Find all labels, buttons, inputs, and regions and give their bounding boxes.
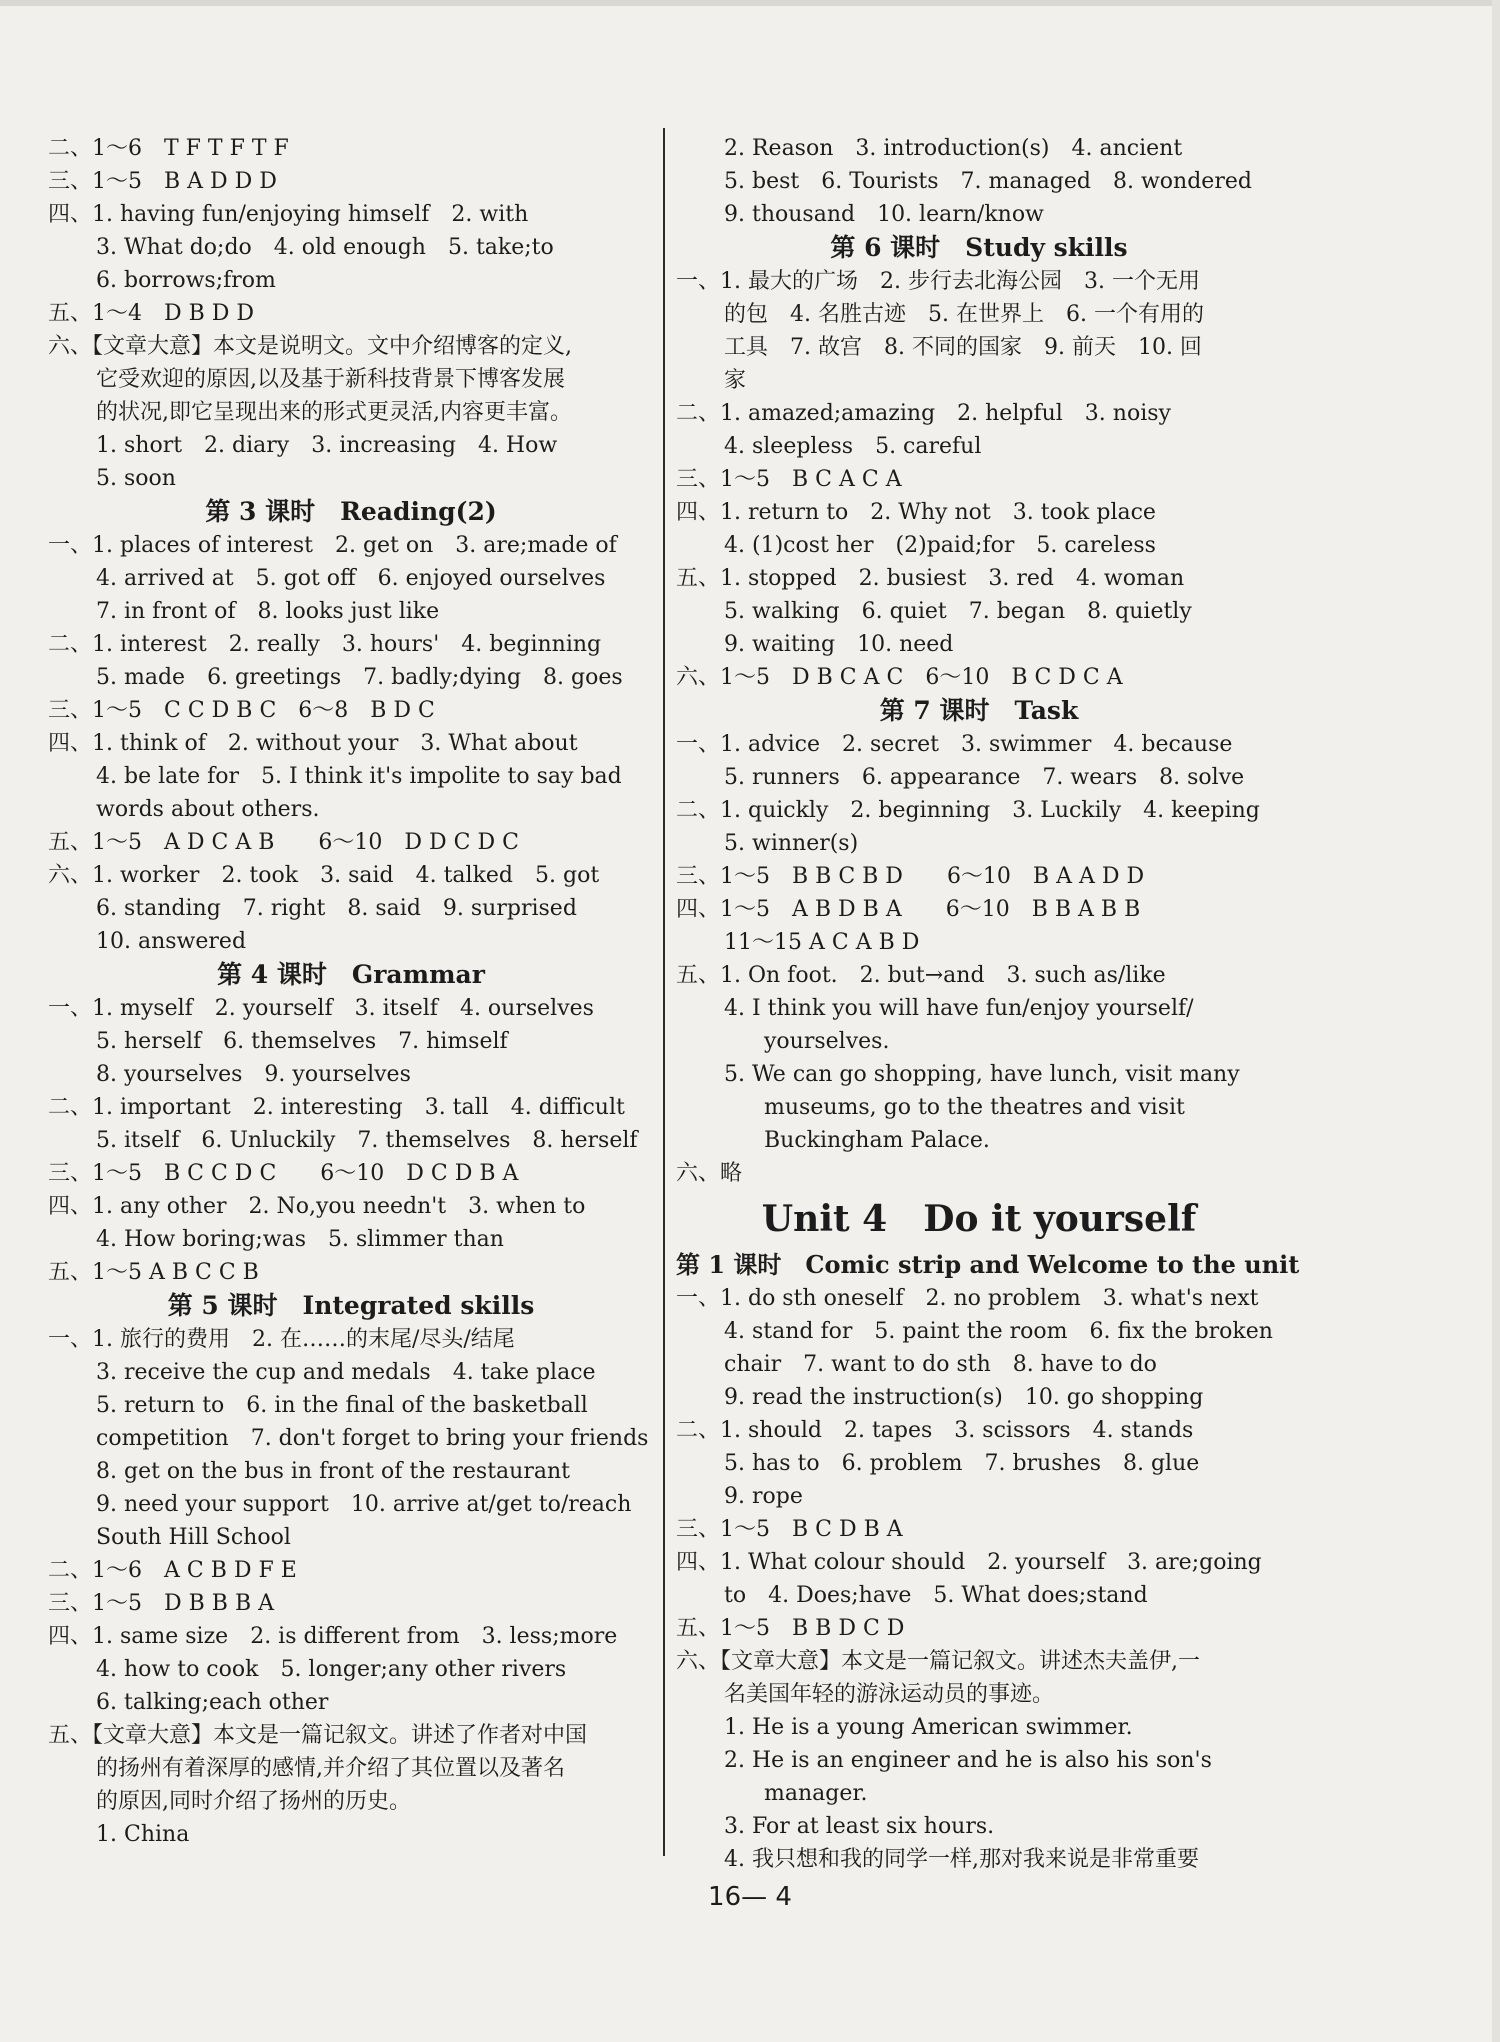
- answer-line: words about others.: [96, 797, 320, 822]
- answer-line: 9. waiting 10. need: [724, 632, 954, 657]
- column-divider: [663, 128, 665, 1856]
- answer-line: 6. borrows;from: [96, 268, 276, 293]
- answer-line: 4. arrived at 5. got off 6. enjoyed ourselves: [96, 566, 606, 591]
- answer-line: 的状况,即它呈现出来的形式更灵活,内容更丰富。: [96, 400, 572, 425]
- answer-line: 的原因,同时介绍了扬州的历史。: [96, 1789, 411, 1814]
- answer-line: 四、1. return to 2. Why not 3. took place: [676, 500, 1156, 525]
- answer-line: 四、1. having fun/enjoying himself 2. with: [48, 202, 529, 227]
- answer-line: 它受欢迎的原因,以及基于新科技背景下博客发展: [96, 367, 565, 392]
- answer-line: 5. itself 6. Unluckily 7. themselves 8. herself: [96, 1128, 638, 1153]
- answer-line: 一、1. 旅行的费用 2. 在……的末尾/尽头/结尾: [48, 1327, 515, 1352]
- answer-line: 三、1～5 C C D B C 6～8 B D C: [48, 698, 435, 723]
- answer-line: museums, go to the theatres and visit: [764, 1095, 1185, 1120]
- answer-line: 四、1. What colour should 2. yourself 3. are;going: [676, 1550, 1262, 1575]
- answer-line: 3. What do;do 4. old enough 5. take;to: [96, 235, 554, 260]
- answer-line: 四、1～5 A B D B A 6～10 B B A B B: [676, 897, 1141, 922]
- answer-line: 五、1～5 B B D C D: [676, 1616, 905, 1641]
- answer-line: 家: [724, 368, 747, 393]
- answer-line: 二、1. should 2. tapes 3. scissors 4. stands: [676, 1418, 1194, 1443]
- answer-line: competition 7. don't forget to bring your friends: [96, 1426, 649, 1451]
- answer-line: 4. (1)cost her (2)paid;for 5. careless: [724, 533, 1156, 558]
- answer-line: 9. rope: [724, 1484, 803, 1509]
- answer-line: 五、【文章大意】本文是一篇记叙文。讲述了作者对中国: [48, 1723, 588, 1748]
- answer-line: 3. For at least six hours.: [724, 1814, 995, 1839]
- answer-line: manager.: [764, 1781, 868, 1806]
- answer-line: 五、1～4 D B D D: [48, 301, 255, 326]
- answer-line: 2. He is an engineer and he is also his son's: [724, 1748, 1212, 1773]
- answer-line: 五、1. stopped 2. busiest 3. red 4. woman: [676, 566, 1185, 591]
- answer-line: 三、1～5 B C A C A: [676, 467, 902, 492]
- lesson-heading: 第 4 课时 Grammar: [217, 960, 485, 989]
- answer-line: 8. yourselves 9. yourselves: [96, 1062, 411, 1087]
- answer-line: 3. receive the cup and medals 4. take place: [96, 1360, 596, 1385]
- answer-line: 9. thousand 10. learn/know: [724, 202, 1044, 227]
- answer-line: 五、1～5 A D C A B 6～10 D D C D C: [48, 830, 519, 855]
- answer-line: 5. runners 6. appearance 7. wears 8. solve: [724, 765, 1245, 790]
- answer-line: 4. how to cook 5. longer;any other rivers: [96, 1657, 567, 1682]
- answer-line: 二、1. quickly 2. beginning 3. Luckily 4. keeping: [676, 798, 1260, 823]
- answer-line: 5. soon: [96, 466, 176, 491]
- answer-line: 5. made 6. greetings 7. badly;dying 8. goes: [96, 665, 623, 690]
- answer-line: 六、【文章大意】本文是说明文。文中介绍博客的定义,: [48, 334, 572, 359]
- answer-line: chair 7. want to do sth 8. have to do: [724, 1352, 1157, 1377]
- answer-line: 六、【文章大意】本文是一篇记叙文。讲述杰夫盖伊,一: [676, 1649, 1200, 1674]
- answer-line: 11～15 A C A B D: [724, 930, 920, 955]
- answer-line: 10. answered: [96, 929, 247, 954]
- answer-line: 的扬州有着深厚的感情,并介绍了其位置以及著名: [96, 1756, 565, 1781]
- answer-line: Buckingham Palace.: [764, 1128, 990, 1153]
- answer-line: to 4. Does;have 5. What does;stand: [724, 1583, 1148, 1608]
- answer-line: 三、1～5 B C C D C 6～10 D C D B A: [48, 1161, 519, 1186]
- answer-line: 6. standing 7. right 8. said 9. surprised: [96, 896, 577, 921]
- answer-line: 5. walking 6. quiet 7. began 8. quietly: [724, 599, 1192, 624]
- answer-line: 六、1～5 D B C A C 6～10 B C D C A: [676, 665, 1123, 690]
- answer-line: South Hill School: [96, 1525, 291, 1550]
- page-right-edge: [1492, 0, 1500, 2042]
- answer-line: 四、1. any other 2. No,you needn't 3. when to: [48, 1194, 586, 1219]
- answer-line: 一、1. advice 2. secret 3. swimmer 4. because: [676, 732, 1233, 757]
- page-number: 16— 4: [708, 1882, 792, 1912]
- answer-line: 六、略: [676, 1161, 743, 1186]
- answer-line: 5. winner(s): [724, 831, 859, 856]
- unit-title: Unit 4 Do it yourself: [761, 1198, 1197, 1240]
- answer-line: 4. I think you will have fun/enjoy yourself/: [724, 996, 1194, 1021]
- lesson-heading: 第 3 课时 Reading(2): [205, 497, 497, 526]
- answer-line: 4. How boring;was 5. slimmer than: [96, 1227, 504, 1252]
- lesson-heading: 第 6 课时 Study skills: [830, 233, 1128, 262]
- answer-line: 一、1. do sth oneself 2. no problem 3. what's next: [676, 1286, 1259, 1311]
- answer-line: 六、1. worker 2. took 3. said 4. talked 5. got: [48, 863, 600, 888]
- answer-line: 四、1. think of 2. without your 3. What about: [48, 731, 578, 756]
- answer-line: 5. has to 6. problem 7. brushes 8. glue: [724, 1451, 1200, 1476]
- answer-line: 二、1～6 T F T F T F: [48, 136, 289, 161]
- answer-line: 2. Reason 3. introduction(s) 4. ancient: [724, 136, 1183, 161]
- answer-line: 二、1. amazed;amazing 2. helpful 3. noisy: [676, 401, 1171, 426]
- answer-line: 五、1. On foot. 2. but→and 3. such as/like: [676, 963, 1166, 988]
- answer-line: 五、1～5 A B C C B: [48, 1260, 259, 1285]
- answer-line: 5. best 6. Tourists 7. managed 8. wondered: [724, 169, 1252, 194]
- page-top-edge: [0, 0, 1500, 6]
- answer-line: 6. talking;each other: [96, 1690, 329, 1715]
- answer-line: 四、1. same size 2. is different from 3. less;more: [48, 1624, 618, 1649]
- answer-line: 的包 4. 名胜古迹 5. 在世界上 6. 一个有用的: [724, 302, 1204, 327]
- answer-line: 4. sleepless 5. careful: [724, 434, 982, 459]
- answer-line: 一、1. myself 2. yourself 3. itself 4. ourselves: [48, 996, 594, 1021]
- lesson-heading: 第 5 课时 Integrated skills: [167, 1291, 535, 1320]
- answer-line: 二、1～6 A C B D F E: [48, 1558, 297, 1583]
- answer-line: 4. be late for 5. I think it's impolite to say bad: [96, 764, 622, 789]
- answer-line: 1. short 2. diary 3. increasing 4. How: [96, 433, 558, 458]
- answer-line: 二、1. important 2. interesting 3. tall 4. difficult: [48, 1095, 625, 1120]
- answer-line: 三、1～5 B C D B A: [676, 1517, 903, 1542]
- answer-line: 二、1. interest 2. really 3. hours' 4. beginning: [48, 632, 602, 657]
- answer-line: 8. get on the bus in front of the restaurant: [96, 1459, 570, 1484]
- answer-line: 4. stand for 5. paint the room 6. fix the broken: [724, 1319, 1273, 1344]
- answer-line: 一、1. places of interest 2. get on 3. are;made of: [48, 533, 617, 558]
- answer-line: 三、1～5 B A D D D: [48, 169, 277, 194]
- answer-line: 5. We can go shopping, have lunch, visit many: [724, 1062, 1240, 1087]
- left-answer-column: [48, 132, 654, 1851]
- answer-line: 名美国年轻的游泳运动员的事迹。: [724, 1682, 1055, 1707]
- lesson-heading: 第 7 课时 Task: [879, 696, 1079, 725]
- answer-line: yourselves.: [764, 1029, 890, 1054]
- answer-line: 1. China: [96, 1822, 190, 1847]
- answer-line: 一、1. 最大的广场 2. 步行去北海公园 3. 一个无用: [676, 269, 1200, 294]
- answer-line: 4. 我只想和我的同学一样,那对我来说是非常重要: [724, 1847, 1199, 1872]
- answer-line: 工具 7. 故宫 8. 不同的国家 9. 前天 10. 回: [724, 335, 1202, 360]
- answer-line: 7. in front of 8. looks just like: [96, 599, 440, 624]
- answer-line: 9. need your support 10. arrive at/get to/reach: [96, 1492, 632, 1517]
- answer-line: 三、1～5 B B C B D 6～10 B A A D D: [676, 864, 1145, 889]
- answer-line: 5. return to 6. in the final of the basketball: [96, 1393, 588, 1418]
- answer-line: 三、1～5 D B B B A: [48, 1591, 274, 1616]
- answer-line: 9. read the instruction(s) 10. go shopping: [724, 1385, 1204, 1410]
- right-answer-column: [676, 132, 1300, 1876]
- answer-line: 1. He is a young American swimmer.: [724, 1715, 1133, 1740]
- lesson-heading: 第 1 课时 Comic strip and Welcome to the unit: [676, 1250, 1300, 1279]
- answer-line: 5. herself 6. themselves 7. himself: [96, 1029, 508, 1054]
